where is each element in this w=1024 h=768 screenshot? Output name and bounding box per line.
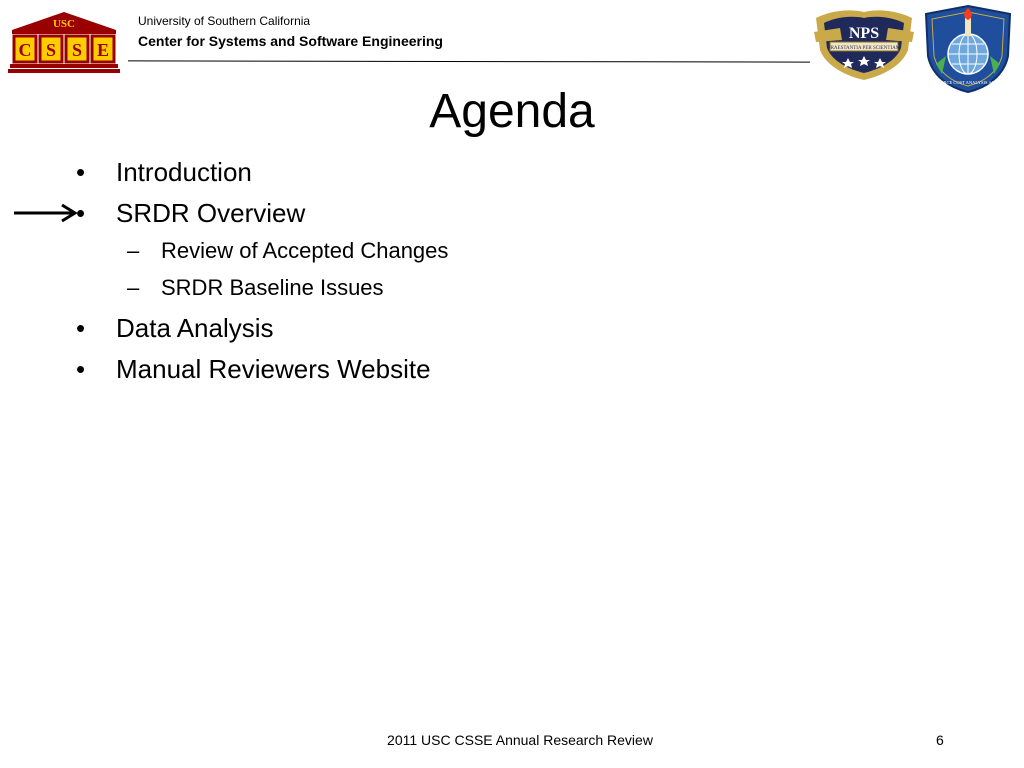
dash-marker: – [127,238,140,263]
usc-csse-logo [8,10,120,74]
agenda-item-label: Introduction [116,157,252,187]
bullet-marker: • [76,354,86,384]
svg-text:E: E [96,40,110,60]
university-name: University of Southern California [138,14,311,28]
slide-title: Agenda [429,85,595,138]
agenda-subitem-label: SRDR Baseline Issues [161,275,384,300]
nps-logo [812,6,916,82]
footer-text: 2011 USC CSSE Annual Research Review [387,732,653,748]
svg-text:S: S [45,40,57,60]
current-section-arrow-icon [12,202,78,224]
center-name: Center for Systems and Software Engineering [138,33,443,49]
header-divider [128,60,810,62]
agenda-item-label: Manual Reviewers Website [116,354,431,384]
page-number: 6 [936,732,944,748]
bullet-marker: • [76,198,86,228]
svg-text:NPS: NPS [848,25,880,42]
svg-text:AIR FORCE COST ANALYSIS AGENCY: AIR FORCE COST ANALYSIS AGENCY [928,80,1008,85]
bullet-marker: • [76,313,86,343]
af-cost-analysis-logo [922,4,1014,94]
svg-text:USC: USC [52,18,76,30]
svg-text:PRAESTANTIA PER SCIENTIAM: PRAESTANTIA PER SCIENTIAM [827,46,901,51]
svg-text:S: S [71,40,83,60]
agenda-item-label: SRDR Overview [116,198,306,228]
agenda-item-label: Data Analysis [116,313,274,343]
svg-text:C: C [18,40,32,60]
agenda-subitem-label: Review of Accepted Changes [161,238,449,263]
bullet-marker: • [76,157,86,187]
dash-marker: – [127,275,140,300]
